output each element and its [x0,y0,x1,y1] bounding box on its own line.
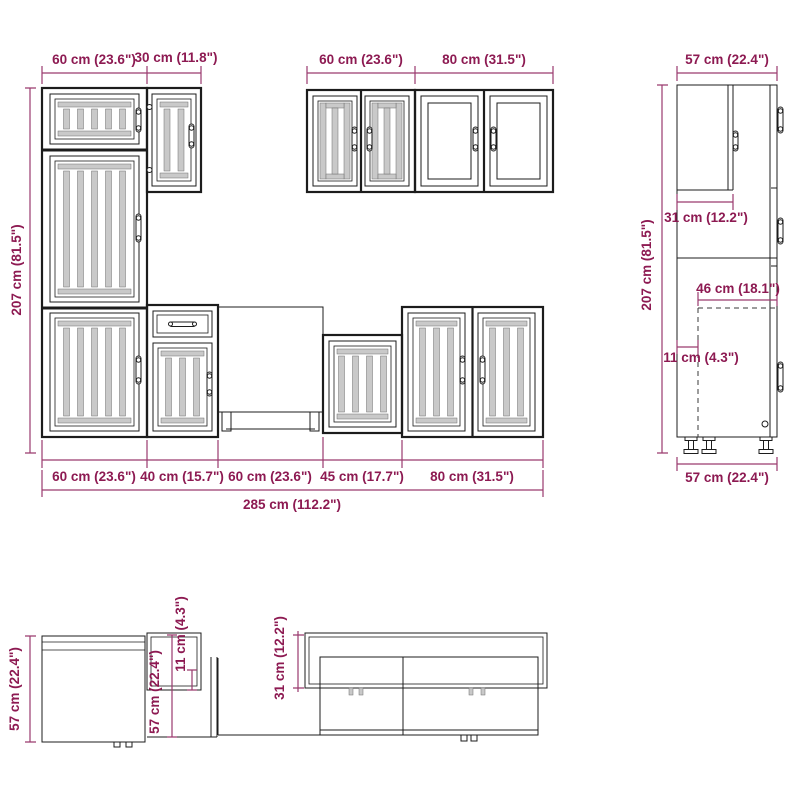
dim-label-wall-depth: 31 cm (12.2") [664,210,748,225]
dim-label-bottom-45: 45 cm (17.7") [320,469,404,484]
wall-cabinet-80-left-door [421,96,478,186]
base-cabinet-45cm [323,335,402,433]
plan-base-cabinets [320,657,538,735]
side-body [677,85,777,437]
appliance-space-60cm [218,307,323,431]
plan-handle-mark [481,688,485,695]
cam-dot [762,421,768,427]
door-handle [367,127,372,151]
side-handle-bottom [778,362,783,392]
dim-label-bottom-40: 40 cm (15.7") [140,469,224,484]
dim-label-total-width: 285 cm (112.2") [243,497,341,512]
dim-label-side-bottom: 57 cm (22.4") [685,470,769,485]
base-cabinet-80-left-door [408,313,465,431]
tall-cabinet-60cm [42,88,147,437]
hinge-dot [147,168,152,173]
tall-cabinet-top-door [50,94,139,144]
adjustable-foot [702,437,716,454]
dim-line-plan-offset [187,670,197,690]
plinth-leg [222,412,231,431]
dim-label-plan-mid-depth: 57 cm (22.4") [147,650,162,734]
base-cabinet-40-drawer [153,311,212,337]
base-cabinet-80cm [402,307,543,437]
dim-label-top-30: 30 cm (11.8") [134,50,218,65]
dim-line-top-mid [307,66,553,84]
dim-label-plan-wall-depth: 31 cm (12.2") [272,616,287,700]
wall-cabinet-80cm [415,90,553,192]
dim-line-top-left [42,66,201,84]
wall-cabinet-60-left-door [313,96,357,186]
dim-label-top-wall-80: 80 cm (31.5") [442,52,526,67]
plan-foot-mark [461,735,467,741]
plan-view [7,596,547,747]
plan-tall-cabinet-front-band [42,642,145,650]
door-handle [136,356,141,384]
tall-cabinet-middle-door [50,156,139,302]
side-handle-middle [778,218,783,244]
dim-line-bottom-row [42,437,543,468]
plinth-leg [310,412,319,431]
dim-line-wall-depth [677,194,733,210]
side-interior-dashed [698,308,777,437]
door-handle [352,127,357,151]
side-dimensions [639,52,780,485]
side-wall-cabinet-handle [733,131,738,151]
plan-foot-mark [471,735,477,741]
plan-dimensions [7,596,304,742]
dim-label-back-offset: 11 cm (4.3") [663,350,739,365]
dim-line-side-top [677,66,777,81]
side-wall-cabinet [677,85,733,190]
dim-label-height: 207 cm (81.5") [9,224,24,316]
base-cabinet-80-right-door [478,313,535,431]
tall-cabinet-bottom-door [50,313,139,431]
dim-label-interior-depth: 46 cm (18.1") [696,281,780,296]
door-handle [473,127,478,151]
door-handle [189,124,194,148]
adjustable-foot [684,437,698,454]
front-elevation [9,50,553,512]
plan-handle-mark [359,688,363,695]
door-handle [491,127,496,151]
dim-label-plan-left-depth: 57 cm (22.4") [7,647,22,731]
dim-line-plan-wall-depth [293,631,304,692]
dim-label-top-wall-60: 60 cm (23.6") [319,52,403,67]
base-cabinet-40cm [147,305,218,437]
base-cabinet-40-door [153,343,212,431]
plan-handle-mark [349,688,353,695]
plan-wall-cabinets [305,633,547,688]
plan-foot-mark [114,742,120,747]
dim-line-side-height [657,85,668,453]
dim-label-plan-offset: 11 cm (4.3") [173,596,188,672]
side-front-panel-line [770,85,777,437]
plan-foot-mark [126,742,132,747]
plan-handle-mark [469,688,473,695]
plan-wall-cabinets-inner [309,637,543,684]
door-handle [136,108,141,132]
dim-label-top-60: 60 cm (23.6") [52,52,136,67]
dim-label-side-top: 57 cm (22.4") [685,52,769,67]
dim-label-bottom-80: 80 cm (31.5") [430,469,514,484]
dim-line-height [25,88,36,453]
wall-cabinet-60cm [307,90,415,192]
wall-cabinet-30cm [147,88,201,192]
plan-base-cabinets-lines [320,657,538,735]
door-handle [136,214,141,242]
adjustable-foot [759,437,773,454]
hinge-dot [147,105,152,110]
side-view [639,52,783,485]
plan-tall-cabinet [42,636,145,742]
dim-line-plan-left-depth [25,636,36,742]
door-handle [480,356,485,384]
door-handle [207,372,212,396]
door-handle [460,356,465,384]
base-cabinet-45-door [329,341,396,427]
dim-label-bottom-60a: 60 cm (23.6") [52,469,136,484]
dim-label-bottom-60b: 60 cm (23.6") [228,469,312,484]
dim-line-side-bottom [677,457,777,471]
dim-label-side-height: 207 cm (81.5") [639,219,654,311]
side-handle-top [778,107,783,133]
wall-cabinet-80-right-door [490,96,547,186]
